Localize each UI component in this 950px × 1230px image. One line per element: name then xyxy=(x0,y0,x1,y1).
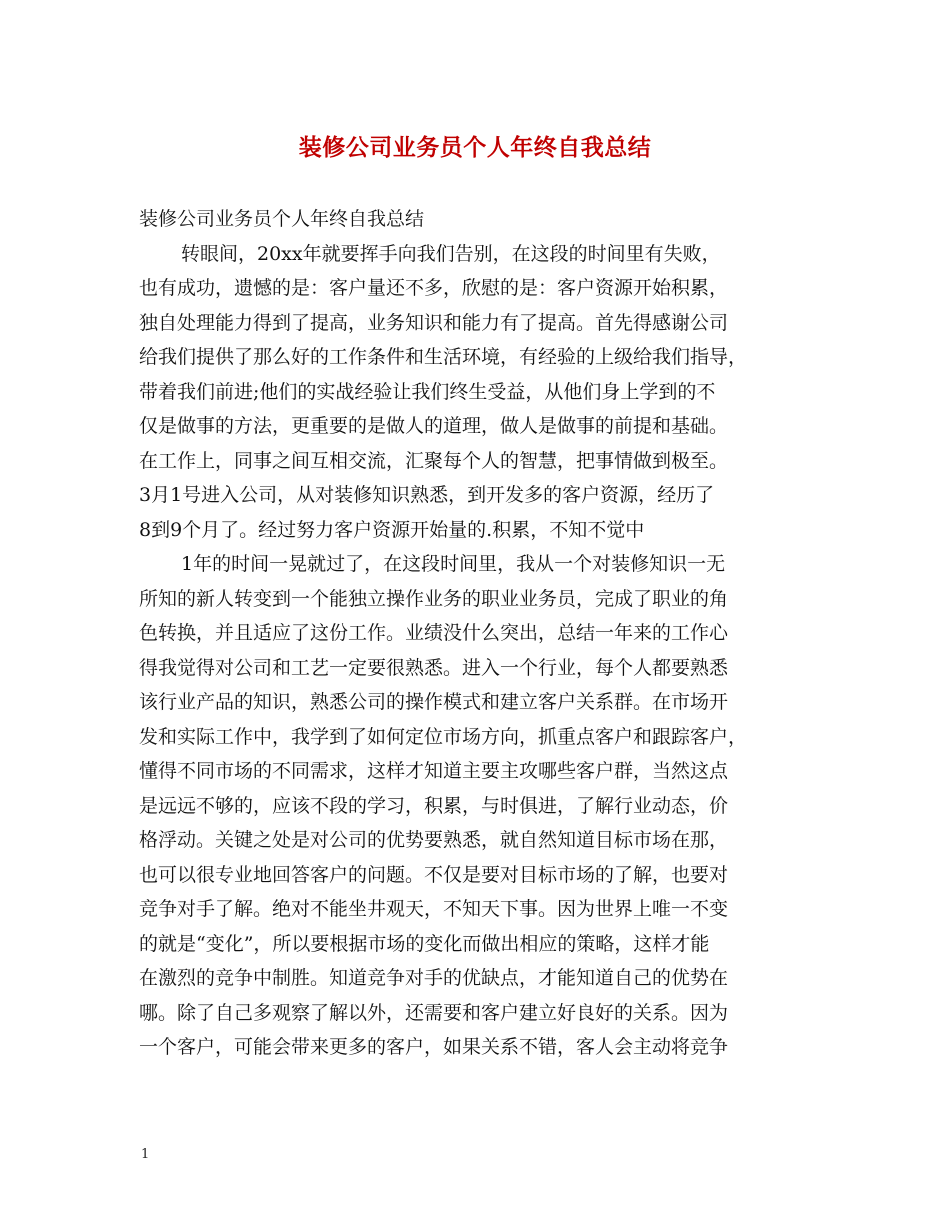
body-line: 仅是做事的方法，更重要的是做人的道理，做人是做事的前提和基础。 xyxy=(139,415,729,437)
body-line: 的就是“变化”，所以要根据市场的变化而做出相应的策略，这样才能 xyxy=(139,932,710,955)
body-line: 竞争对手了解。绝对不能坐井观天，不知天下事。因为世界上唯一不变 xyxy=(139,898,729,920)
body-line: 也可以很专业地回答客户的问题。不仅是要对目标市场的了解，也要对 xyxy=(139,863,729,886)
body-line: 在激烈的竞争中制胜。知道竞争对手的优缺点，才能知道自己的优势在 xyxy=(139,967,729,989)
body-line: 8到9个月了。经过努力客户资源开始量的.积累，不知不觉中 xyxy=(139,518,645,541)
body-line: 一个客户，可能会带来更多的客户，如果关系不错，客人会主动将竞争 xyxy=(139,1036,729,1058)
body-line: 色转换，并且适应了这份工作。业绩没什么突出，总结一年来的工作心 xyxy=(139,622,729,644)
document-title: 装修公司业务员个人年终自我总结 xyxy=(298,134,652,161)
body-line: 得我觉得对公司和工艺一定要很熟悉。进入一个行业，每个人都要熟悉 xyxy=(139,656,729,679)
body-line: 1年的时间一晃就过了，在这段时间里，我从一个对装修知识一无 xyxy=(181,553,726,575)
body-line: 转眼间，20xx年就要挥手向我们告别，在这段的时间里有失败， xyxy=(181,242,721,265)
body-line: 发和实际工作中，我学到了如何定位市场方向，抓重点客户和跟踪客户， xyxy=(139,725,748,748)
body-line: 装修公司业务员个人年终自我总结 xyxy=(139,208,425,230)
body-line: 3月1号进入公司，从对装修知识熟悉，到开发多的客户资源，经历了 xyxy=(139,484,715,506)
body-line: 带着我们前进;他们的实战经验让我们终生受益，从他们身上学到的不 xyxy=(139,380,716,403)
page-number: 1 xyxy=(141,1147,150,1162)
body-line: 是远远不够的，应该不段的学习，积累，与时俱进，了解行业动态，价 xyxy=(139,794,729,817)
body-line: 该行业产品的知识，熟悉公司的操作模式和建立客户关系群。在市场开 xyxy=(139,691,729,713)
body-line: 懂得不同市场的不同需求，这样才知道主要主攻哪些客户群，当然这点 xyxy=(139,760,729,782)
body-line: 所知的新人转变到一个能独立操作业务的职业业务员，完成了职业的角 xyxy=(139,587,729,610)
document-body xyxy=(139,202,829,1065)
body-line: 也有成功，遗憾的是：客户量还不多，欣慰的是：客户资源开始积累， xyxy=(139,277,729,299)
body-line: 独自处理能力得到了提高，业务知识和能力有了提高。首先得感谢公司 xyxy=(139,311,729,334)
body-line: 在工作上，同事之间互相交流，汇聚每个人的智慧，把事情做到极至。 xyxy=(139,449,729,472)
body-line: 格浮动。关键之处是对公司的优势要熟悉，就自然知道目标市场在那， xyxy=(139,829,729,851)
body-line: 给我们提供了那么好的工作条件和生活环境，有经验的上级给我们指导， xyxy=(139,346,748,368)
body-line: 哪。除了自己多观察了解以外，还需要和客户建立好良好的关系。因为 xyxy=(139,1001,729,1024)
